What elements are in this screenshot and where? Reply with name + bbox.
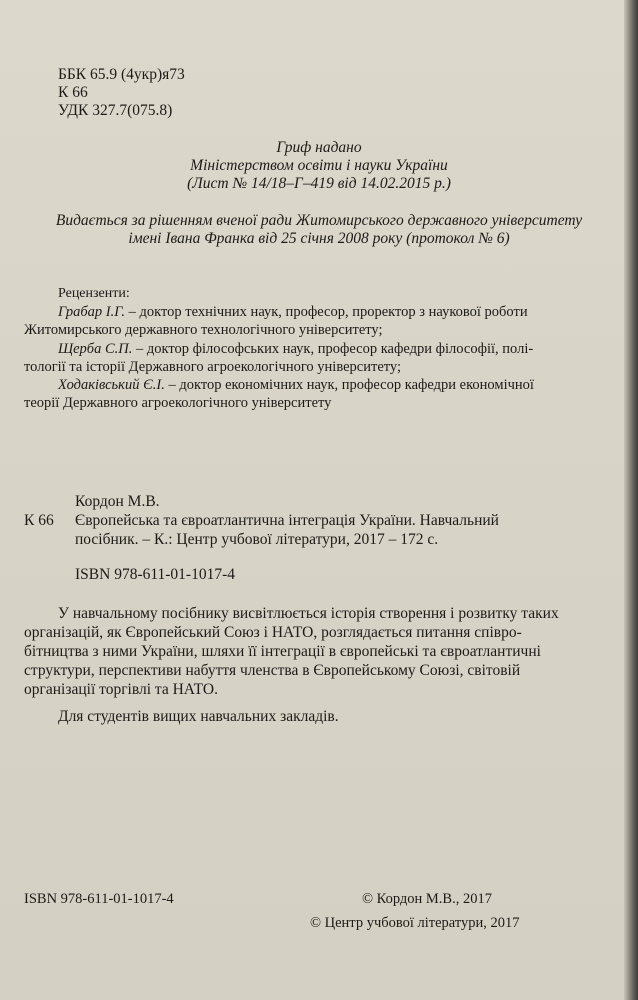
approval-line-1: Гриф надано (276, 139, 362, 156)
author-index: К 66 (58, 84, 88, 101)
reviewer-2-affiliation: тології та історії Державного агроекологічного університету; (24, 359, 401, 375)
reviewer-1-affiliation: Житомирського державного технологічного університету; (24, 322, 383, 338)
abstract-line-3: бітництва з ними України, шляхи її інтеграції в європейські та євроатлантичні (24, 643, 541, 660)
reviewers-heading: Рецензенти: (58, 286, 130, 301)
catalog-author: Кордон М.В. (75, 493, 160, 510)
copyright-author: © Кордон М.В., 2017 (362, 891, 492, 907)
reviewer-3-affiliation: теорії Державного агроекологічного університету (24, 395, 332, 411)
abstract-line-2: організацій, як Європейський Союз і НАТО, розглядається питання співро- (24, 624, 522, 641)
reviewer-3-title: – доктор економічних наук, професор кафедри економічної (164, 377, 534, 393)
publishing-line-2: імені Івана Франка від 25 січня 2008 року (протокол № 6) (128, 230, 510, 247)
abstract-line-5: організації торгівлі та НАТО. (24, 681, 218, 698)
reviewer-2-title: – доктор філософських наук, професор кафедри філософії, полі- (132, 341, 534, 357)
approval-line-2: Міністерством освіти і науки України (190, 157, 448, 174)
udk-code: УДК 327.7(075.8) (58, 102, 173, 119)
approval-line-3: (Лист № 14/18–Г–419 від 14.02.2015 р.) (187, 175, 451, 192)
catalog-title-line-2: посібник. – К.: Центр учбової літератури, 2017 – 172 с. (75, 531, 439, 548)
copyright-publisher: © Центр учбової літератури, 2017 (310, 915, 520, 931)
abstract-audience: Для студентів вищих навчальних закладів. (58, 708, 339, 725)
reviewer-1 (58, 303, 528, 321)
reviewer-1-name: Грабар І.Г. (58, 304, 125, 320)
reviewer-3 (58, 376, 534, 394)
abstract-line-4: структури, перспективи набуття членства в Європейському Союзі, світовій (24, 662, 521, 679)
abstract-line-1: У навчальному посібнику висвітлюється історія створення і розвитку таких (58, 605, 559, 622)
publishing-line-1: Видається за рішенням вченої ради Житомирського державного університету (55, 212, 583, 229)
bbk-code: ББК 65.9 (4укр)я73 (58, 66, 185, 83)
reviewer-2 (58, 340, 533, 358)
reviewer-1-title: – доктор технічних наук, професор, проректор з наукової роботи (125, 304, 528, 320)
reviewer-3-name: Ходаківський Є.І. (58, 377, 165, 393)
reviewer-2-name: Щерба С.П. (58, 341, 133, 357)
catalog-title-line-1: Європейська та євроатлантична інтеграція України. Навчальний (75, 512, 499, 529)
catalog-index: К 66 (24, 512, 54, 529)
footer-isbn: ISBN 978-611-01-1017-4 (24, 891, 174, 907)
catalog-isbn: ISBN 978-611-01-1017-4 (75, 566, 236, 583)
